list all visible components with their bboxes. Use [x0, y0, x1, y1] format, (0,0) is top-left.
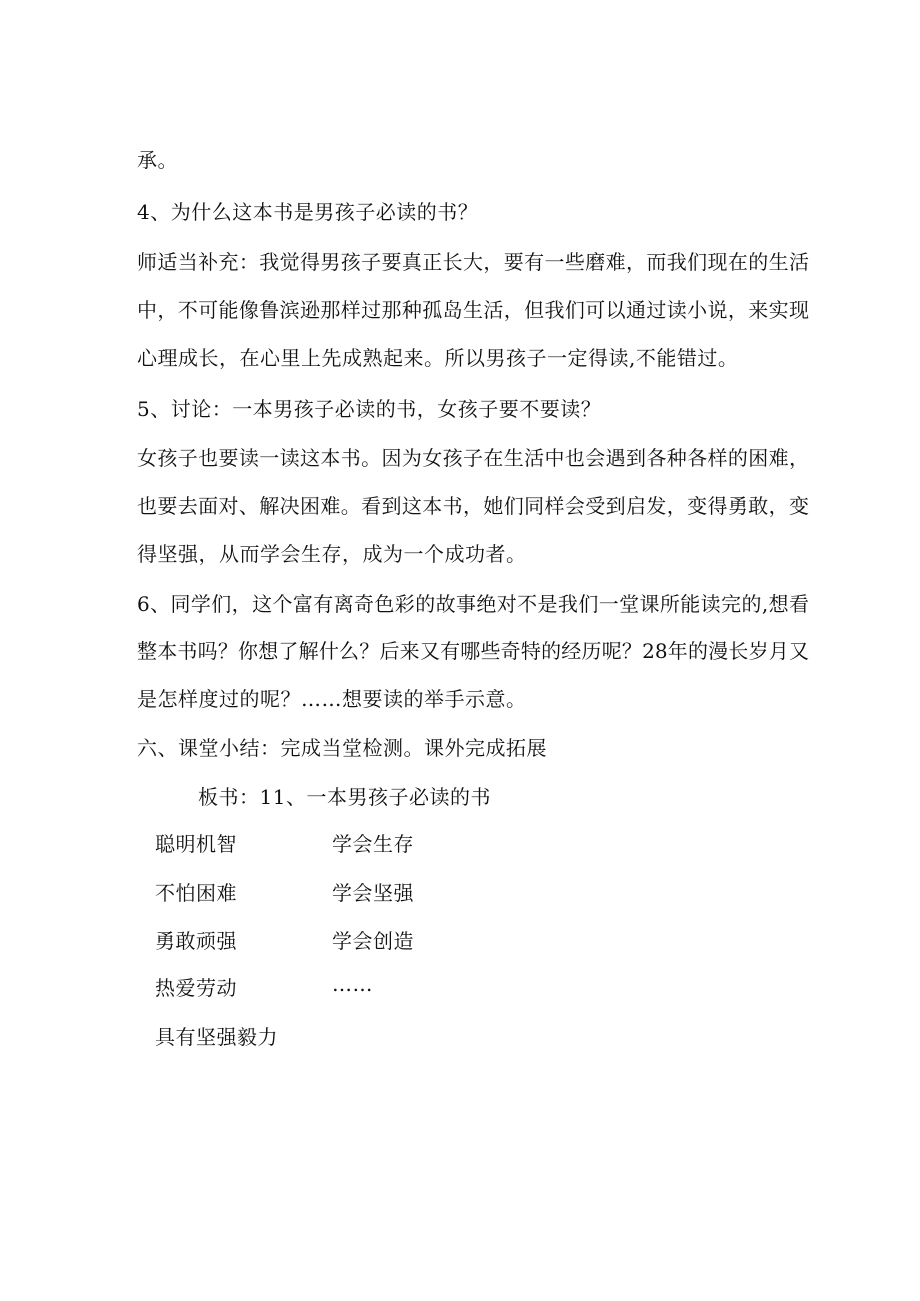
board-right-item: 学会坚强: [332, 881, 414, 905]
teacher-note-line-3: 心理成长，在心里上先成熟起来。所以男孩子一定得读,不能错过。: [137, 346, 739, 370]
question-4: 4、为什么这本书是男孩子必读的书？: [137, 200, 479, 224]
board-left-item: 勇敢顽强: [155, 929, 237, 953]
board-left-item: 热爱劳动: [155, 976, 237, 1000]
board-left-item: 不怕困难: [155, 881, 237, 905]
board-right-item: 学会生存: [332, 832, 414, 856]
board-left-item: 具有坚强毅力: [155, 1025, 278, 1049]
text-line-continuation: 承。: [137, 148, 178, 172]
question-6-line-3: 是怎样度过的呢？……想要读的举手示意。: [137, 687, 527, 711]
teacher-note-line-2: 中，不可能像鲁滨逊那样过那种孤岛生活，但我们可以通过读小说，来实现: [137, 298, 809, 322]
answer-5-line-3: 得坚强，从而学会生存，成为一个成功者。: [137, 542, 527, 566]
question-6-line-1: 6、同学们，这个富有离奇色彩的故事绝对不是我们一堂课所能读完的,想看: [137, 592, 809, 616]
board-left-item: 聪明机智: [155, 832, 237, 856]
question-5: 5、讨论：一本男孩子必读的书，女孩子要不要读？: [137, 397, 602, 421]
teacher-note-line-1: 师适当补充：我觉得男孩子要真正长大，要有一些磨难，而我们现在的生活: [137, 250, 809, 274]
section-summary: 六、课堂小结：完成当堂检测。课外完成拓展: [137, 736, 547, 760]
question-6-line-2: 整本书吗？你想了解什么？后来又有哪些奇特的经历呢？28年的漫长岁月又: [137, 639, 809, 663]
answer-5-line-2: 也要去面对、解决困难。看到这本书，她们同样会受到启发，变得勇敢，变: [137, 494, 809, 518]
board-right-item: 学会创造: [332, 929, 414, 953]
board-right-item: ……: [332, 972, 373, 996]
board-title: 板书：11、一本男孩子必读的书: [198, 785, 491, 809]
answer-5-line-1: 女孩子也要读一读这本书。因为女孩子在生活中也会遇到各种各样的困难，: [137, 446, 809, 470]
